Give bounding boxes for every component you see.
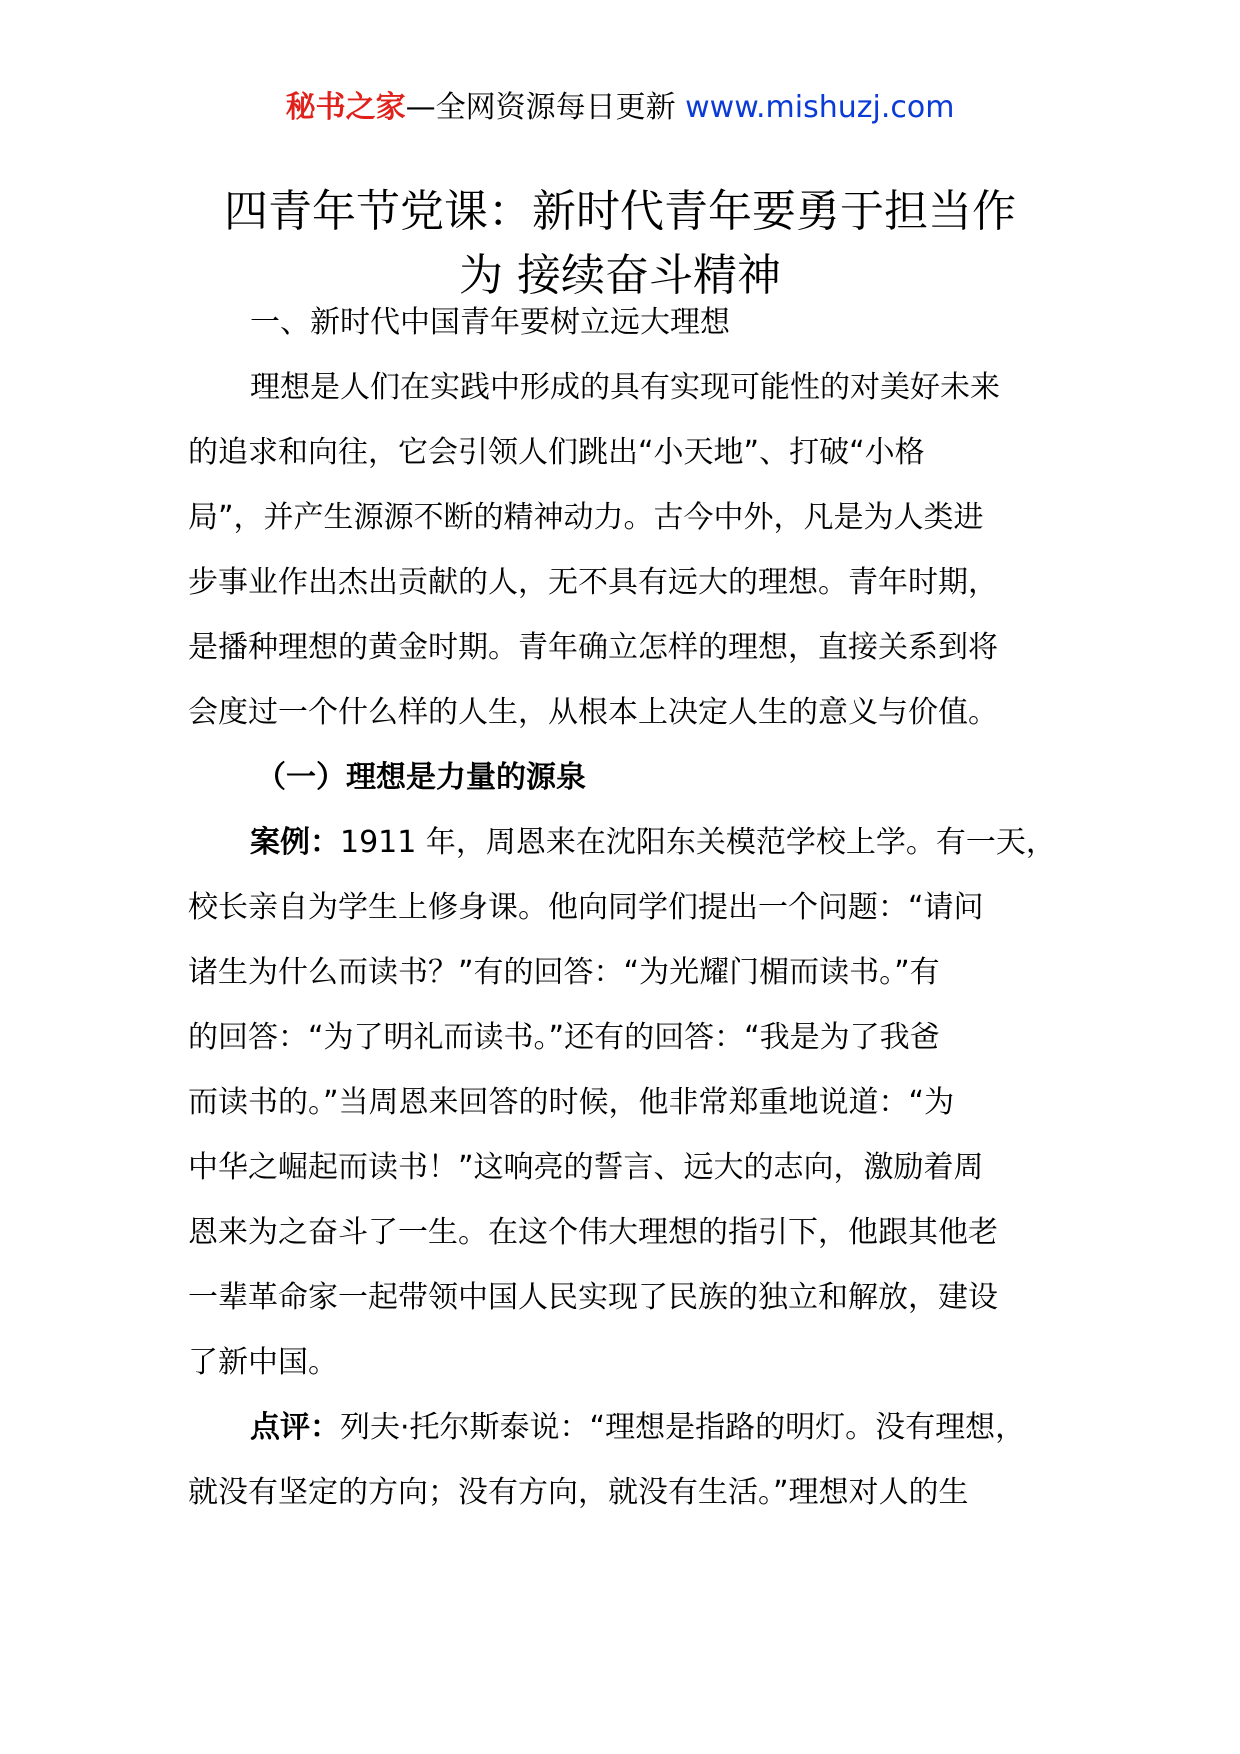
comment-first-line [188, 1395, 1058, 1460]
paragraph-line: 中华之崛起而读书！”这响亮的誓言、远大的志向，激励着周 [188, 1150, 984, 1185]
site-url-link[interactable]: www.mishuzj.com [685, 90, 955, 125]
site-header [0, 88, 1240, 128]
paragraph-line: 局”，并产生源源不断的精神动力。古今中外，凡是为人类进 [188, 500, 984, 535]
paragraph-line: 步事业作出杰出贡献的人，无不具有远大的理想。青年时期， [188, 565, 998, 600]
paragraph-line: 就没有坚定的方向；没有方向，就没有生活。”理想对人的生 [188, 1475, 969, 1510]
title-line-2: 为 接续奋斗精神 [459, 250, 781, 301]
title-line-1: 四青年节党课：新时代青年要勇于担当作 [224, 186, 1016, 237]
paragraph-line: 校长亲自为学生上修身课。他向同学们提出一个问题：“请问 [188, 890, 984, 925]
paragraph-line: 了新中国。 [188, 1345, 338, 1380]
case-first-line [188, 810, 1058, 875]
paragraph-line: 是播种理想的黄金时期。青年确立怎样的理想，直接关系到将 [188, 630, 998, 665]
section-heading: 一、新时代中国青年要树立远大理想 [250, 305, 730, 340]
case-text: 1911 年，周恩来在沈阳东关模范学校上学。有一天， [340, 825, 1056, 860]
paragraph-line: 诸生为什么而读书？”有的回答：“为光耀门楣而读书。”有 [188, 955, 940, 990]
paragraph-line: 的回答：“为了明礼而读书。”还有的回答：“我是为了我爸 [188, 1020, 940, 1055]
case-label: 案例： [250, 825, 340, 860]
paragraph-line: 一辈革命家一起带领中国人民实现了民族的独立和解放，建设 [188, 1280, 998, 1315]
document-body [188, 290, 1058, 1525]
site-tagline: —全网资源每日更新 [405, 90, 686, 125]
paragraph-line: 理想是人们在实践中形成的具有实现可能性的对美好未来 [250, 370, 1000, 405]
document-title [120, 180, 1120, 308]
paragraph-line: 恩来为之奋斗了一生。在这个伟大理想的指引下，他跟其他老 [188, 1215, 998, 1250]
paragraph-line: 会度过一个什么样的人生，从根本上决定人生的意义与价值。 [188, 695, 998, 730]
comment-text: 列夫·托尔斯泰说：“理想是指路的明灯。没有理想， [340, 1410, 1026, 1445]
paragraph-line: 的追求和向往，它会引领人们跳出“小天地”、打破“小格 [188, 435, 925, 470]
comment-label: 点评： [250, 1410, 340, 1445]
subsection-heading: （一）理想是力量的源泉 [256, 760, 586, 795]
paragraph-line: 而读书的。”当周恩来回答的时候，他非常郑重地说道：“为 [188, 1085, 955, 1120]
site-brand: 秘书之家 [285, 90, 406, 125]
